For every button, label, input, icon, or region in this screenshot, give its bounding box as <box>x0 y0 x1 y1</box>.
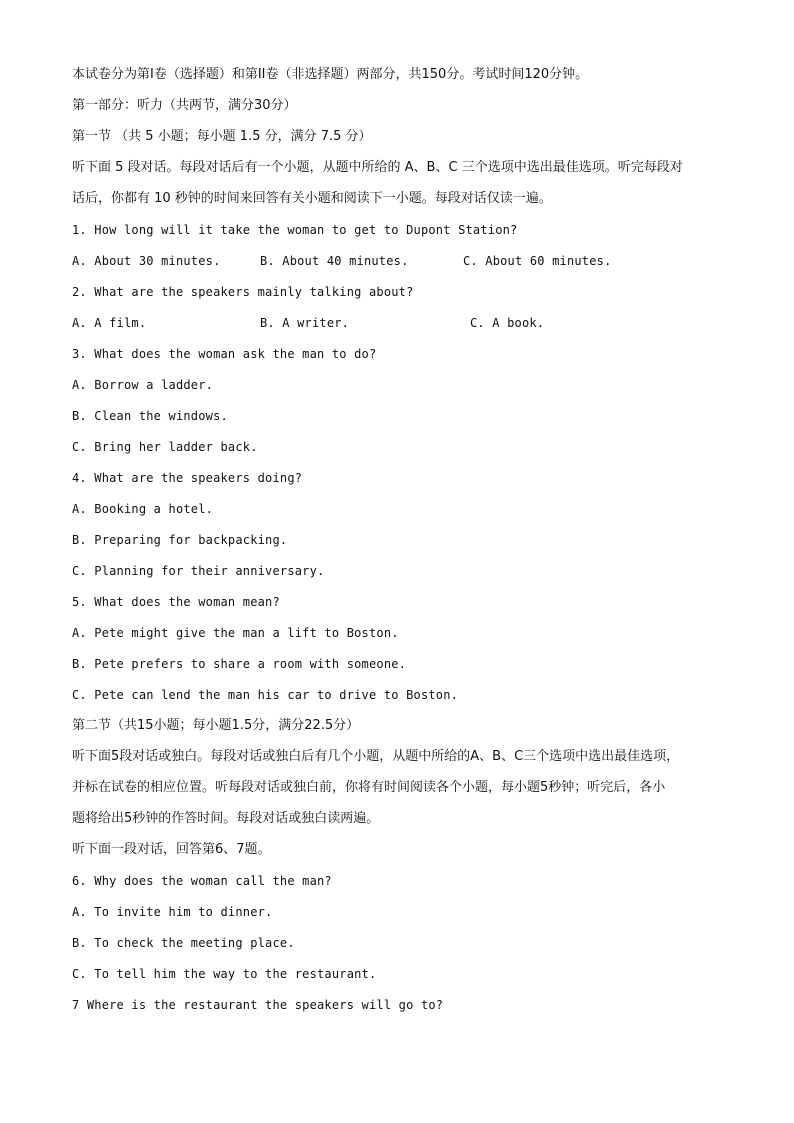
option-c: C. A book. <box>470 316 545 330</box>
part1-title: 第一部分：听力（共两节，满分30分） <box>72 98 297 113</box>
section1-instructions-line1: 听下面 5 段对话。每段对话后有一个小题，从题中所给的 A、B、C 三个选项中选出最佳选项。听完每段对 <box>72 160 683 175</box>
option-a: A. Booking a hotel. <box>72 502 214 516</box>
option-a: A. A film. <box>72 316 147 330</box>
section1-instructions-line2: 话后，你都有 10 秒钟的时间来回答有关小题和阅读下一小题。每段对话仅读一遍。 <box>72 191 552 206</box>
question-2-options <box>72 314 732 332</box>
option-c: C. Bring her ladder back. <box>72 440 258 454</box>
option-b: B. Pete prefers to share a room with someone. <box>72 657 407 671</box>
option-c: C. To tell him the way to the restaurant. <box>72 967 377 981</box>
option-c: C. Pete can lend the man his car to drive to Boston. <box>72 688 459 702</box>
option-a: A. Pete might give the man a lift to Boston. <box>72 626 399 640</box>
question-1-stem: 1. How long will it take the woman to get to Dupont Station? <box>72 223 518 237</box>
question-1-options <box>72 252 732 270</box>
question-2-stem: 2. What are the speakers mainly talking about? <box>72 285 414 299</box>
option-a: A. To invite him to dinner. <box>72 905 273 919</box>
dialog-6-7-instruction: 听下面一段对话，回答第6、7题。 <box>72 842 271 857</box>
option-b: B. Clean the windows. <box>72 409 228 423</box>
option-a: A. About 30 minutes. <box>72 254 221 268</box>
question-7-stem: 7 Where is the restaurant the speakers will go to? <box>72 998 444 1012</box>
option-b: B. Preparing for backpacking. <box>72 533 288 547</box>
section2-instructions-line2: 并标在试卷的相应位置。听每段对话或独白前，你将有时间阅读各个小题，每小题5秒钟；听完后，各小 <box>72 780 666 795</box>
option-c: C. About 60 minutes. <box>463 254 612 268</box>
section2-instructions-line3: 题将给出5秒钟的作答时间。每段对话或独白读两遍。 <box>72 811 380 826</box>
exam-page <box>72 66 732 1014</box>
question-4-stem: 4. What are the speakers doing? <box>72 471 303 485</box>
option-c: C. Planning for their anniversary. <box>72 564 325 578</box>
question-3-stem: 3. What does the woman ask the man to do? <box>72 347 377 361</box>
question-5-stem: 5. What does the woman mean? <box>72 595 280 609</box>
option-a: A. Borrow a ladder. <box>72 378 214 392</box>
exam-intro: 本试卷分为第I卷（选择题）和第II卷（非选择题）两部分，共150分。考试时间120分钟。 <box>72 67 589 82</box>
option-b: B. A writer. <box>260 316 350 330</box>
section1-title: 第一节 （共 5 小题；每小题 1.5 分，满分 7.5 分） <box>72 129 372 144</box>
option-b: B. To check the meeting place. <box>72 936 295 950</box>
option-b: B. About 40 minutes. <box>260 254 409 268</box>
section2-instructions-line1: 听下面5段对话或独白。每段对话或独白后有几个小题，从题中所给的A、B、C三个选项中选出最佳选项， <box>72 749 680 764</box>
question-6-stem: 6. Why does the woman call the man? <box>72 874 332 888</box>
section2-title: 第二节（共15小题；每小题1.5分，满分22.5分） <box>72 718 360 733</box>
